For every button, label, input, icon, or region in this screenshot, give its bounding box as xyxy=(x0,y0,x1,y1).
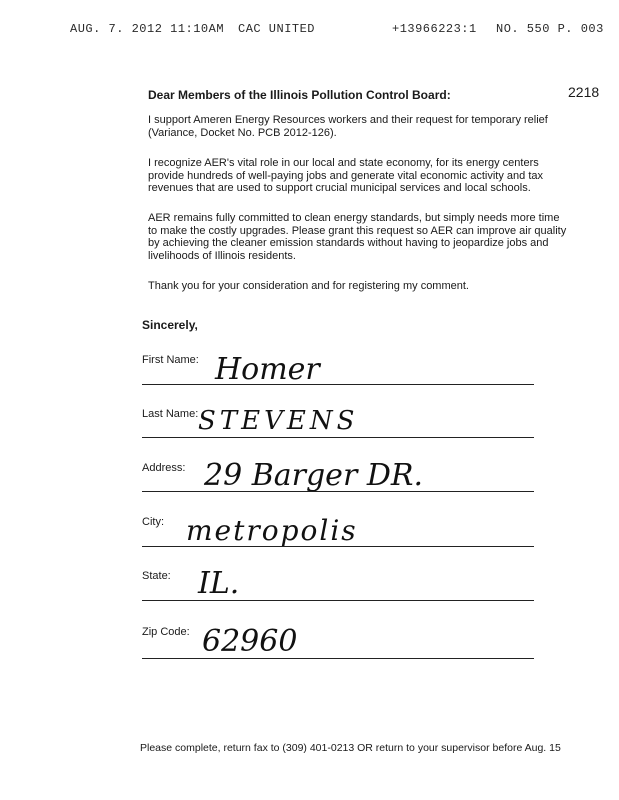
fax-sender: CAC UNITED xyxy=(238,22,316,36)
page-number: 2218 xyxy=(568,84,600,100)
letter-paragraph: AER remains fully committed to clean energy standards, but simply needs more time to make the costly upgrades. Please grant this request so AER can improve air quality by achieving the cleaner emission standards without having to jeopardize jobs and livelihoods of Illinois residents. xyxy=(148,212,567,262)
letter-closing: Sincerely, xyxy=(142,318,198,332)
city-label: City: xyxy=(142,516,164,528)
letter-paragraph: I recognize AER's vital role in our local and state economy, for its energy centers provide hundreds of well-paying jobs and generate vital economic activity and tax revenues that are used to support crucial municipal services and local schools. xyxy=(148,157,544,194)
city-value[interactable]: metropolis xyxy=(186,514,358,547)
last-name-value[interactable]: STEVENS xyxy=(198,406,359,436)
zip-code-label: Zip Code: xyxy=(142,626,190,638)
letter-salutation: Dear Members of the Illinois Pollution Control Board: xyxy=(148,88,451,102)
state-label: State: xyxy=(142,570,171,582)
letter-paragraph: I support Ameren Energy Resources workers and their request for temporary relief (Variance, Docket No. PCB 2012-126). xyxy=(148,114,548,139)
fax-date-time: AUG. 7. 2012 11:10AM xyxy=(70,22,225,36)
zip-code-line xyxy=(142,658,534,659)
address-value[interactable]: 29 Barger DR. xyxy=(204,458,423,493)
state-value[interactable]: IL. xyxy=(198,566,240,601)
city-line xyxy=(142,546,534,547)
fax-job-page: NO. 550 P. 003 xyxy=(496,22,604,36)
address-label: Address: xyxy=(142,462,186,474)
return-instructions: Please complete, return fax to (309) 401-0213 OR return to your supervisor before Aug. 15 xyxy=(140,742,561,754)
fax-header xyxy=(0,18,619,40)
address-line xyxy=(142,491,534,492)
last-name-line xyxy=(142,437,534,438)
letter-paragraph: Thank you for your consideration and for registering my comment. xyxy=(148,280,469,292)
first-name-value[interactable]: Homer xyxy=(215,352,320,387)
fax-id: +13966223:1 xyxy=(392,22,477,36)
state-line xyxy=(142,600,534,601)
zip-code-value[interactable]: 62960 xyxy=(202,624,298,659)
first-name-line xyxy=(142,384,534,385)
last-name-label: Last Name: xyxy=(142,408,199,420)
first-name-label: First Name: xyxy=(142,354,199,366)
